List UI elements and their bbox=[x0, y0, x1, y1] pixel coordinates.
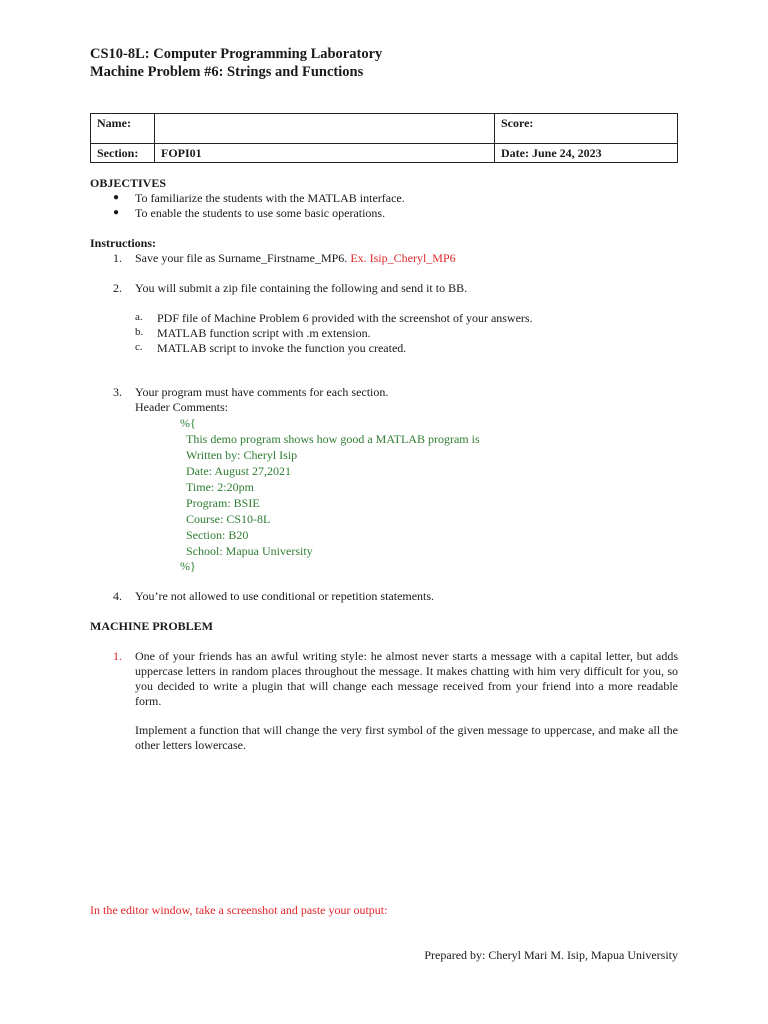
step-1-text bbox=[135, 251, 456, 266]
step-number: 3. bbox=[113, 385, 122, 399]
problem-paragraph-2: Implement a function that will change the very first symbol of the given message to uppercase, and make all the other letters lowercase. bbox=[135, 723, 678, 752]
subitem-letter: a. bbox=[135, 311, 143, 323]
date-value: Date: June 24, 2023 bbox=[495, 144, 678, 163]
step-number: 1. bbox=[113, 251, 122, 265]
section-label: Section: bbox=[91, 144, 155, 163]
comment-line: Date: August 27,2021 bbox=[186, 464, 291, 478]
step-3-text: Your program must have comments for each section. bbox=[135, 385, 389, 399]
subitem-text: PDF file of Machine Problem 6 provided with the screenshot of your answers. bbox=[157, 311, 533, 325]
bullet-icon: ● bbox=[113, 207, 120, 218]
comment-line: School: Mapua University bbox=[186, 544, 313, 558]
name-field[interactable] bbox=[155, 114, 495, 144]
machine-problem-heading: MACHINE PROBLEM bbox=[90, 619, 213, 633]
comment-line: Course: CS10-8L bbox=[186, 512, 271, 526]
problem-paragraph-1: One of your friends has an awful writing style: he almost never starts a message with a capital letter, but adds uppercase letters in random places throughout the message. It makes chatting with him very difficult for you, so you decided to write a plugin that will change each message received from your friend into a more readable form. bbox=[135, 649, 678, 708]
comment-line: %{ bbox=[180, 416, 196, 430]
section-value: FOPI01 bbox=[155, 144, 495, 163]
step-1-main: Save your file as Surname_Firstname_MP6. bbox=[135, 251, 348, 265]
problem-number: 1. bbox=[113, 649, 122, 663]
editor-note: In the editor window, take a screenshot and paste your output: bbox=[90, 903, 388, 917]
instructions-heading: Instructions: bbox=[90, 236, 157, 250]
subitem-letter: c. bbox=[135, 341, 143, 353]
comment-line: %} bbox=[180, 559, 196, 573]
step-4-text: You’re not allowed to use conditional or repetition statements. bbox=[135, 589, 435, 603]
course-title: CS10-8L: Computer Programming Laboratory bbox=[90, 46, 383, 62]
objective-item: To enable the students to use some basic operations. bbox=[135, 206, 386, 220]
subitem-text: MATLAB script to invoke the function you created. bbox=[157, 341, 407, 355]
step-number: 2. bbox=[113, 281, 122, 295]
prepared-by: Prepared by: Cheryl Mari M. Isip, Mapua University bbox=[424, 948, 678, 962]
comment-line: Section: B20 bbox=[186, 528, 249, 542]
comment-line: This demo program shows how good a MATLAB program is bbox=[186, 432, 480, 446]
subitem-letter: b. bbox=[135, 326, 144, 338]
subitem-text: MATLAB function script with .m extension. bbox=[157, 326, 371, 340]
step-1-example: Ex. Isip_Cheryl_MP6 bbox=[350, 251, 456, 265]
name-label: Name: bbox=[91, 114, 155, 144]
comment-line: Program: BSIE bbox=[186, 496, 260, 510]
comment-line: Written by: Cheryl Isip bbox=[186, 448, 298, 462]
objective-item: To familiarize the students with the MATLAB interface. bbox=[135, 191, 405, 205]
score-label: Score: bbox=[495, 114, 678, 144]
step-number: 4. bbox=[113, 589, 122, 603]
student-info-table bbox=[90, 113, 678, 163]
comment-line: Time: 2:20pm bbox=[186, 480, 254, 494]
bullet-icon: ● bbox=[113, 192, 120, 203]
step-2-text: You will submit a zip file containing the following and send it to BB. bbox=[135, 281, 468, 295]
objectives-heading: OBJECTIVES bbox=[90, 176, 167, 190]
step-3-subtext: Header Comments: bbox=[135, 400, 228, 414]
problem-title: Machine Problem #6: Strings and Functions bbox=[90, 64, 364, 80]
